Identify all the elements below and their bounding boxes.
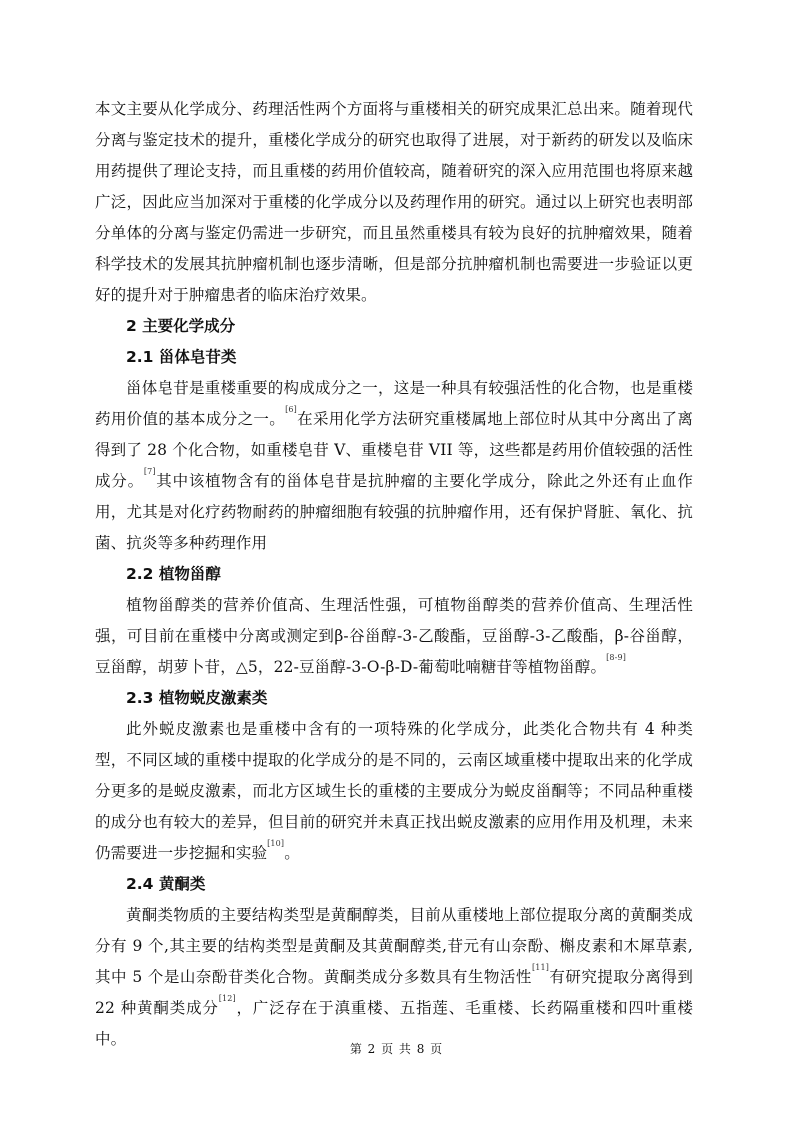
paragraph-text: 其中该植物含有的甾体皂苷是抗肿瘤的主要化学成分，除此之外还有止血作用，尤其是对化疗药物耐药的肿瘤细胞有较强的抗肿瘤作用，还有保护肾脏、氧化、抗菌、抗炎等多种药理作用 (95, 472, 694, 552)
intro-paragraph (95, 94, 693, 311)
citation-ref: [10] (267, 839, 285, 848)
citation-ref: [11] (531, 963, 549, 972)
paragraph-text: 。 (284, 844, 300, 862)
paragraph-2-2 (95, 590, 693, 683)
paragraph-text: 甾体皂苷是重楼重要的构成成分之一，这是一种具有较强活性的化合物，也是重楼药用价值的基本成分之一。 (95, 379, 693, 428)
section-heading-2-2: 2.2 植物甾醇 (126, 565, 221, 583)
section-heading-2-3: 2.3 植物蜕皮激素类 (126, 689, 268, 707)
section-heading-2-1: 2.1 甾体皂苷类 (126, 348, 237, 366)
paragraph-text: 此外蜕皮激素也是重楼中含有的一项特殊的化学成分，此类化合物共有 4 种类型，不同区域的重楼中提取的化学成分的是不同的，云南区域重楼中提取出来的化学成分更多的是蜕皮激素，而北方区域生长的重楼的主要成分为蜕皮甾酮等；不同品种重楼的成分也有较大的差异，但目前的研究并未真正找出蜕皮激素的应用作用及机理，未来仍需要进一步挖掘和实验 (95, 720, 693, 862)
page-body (95, 94, 693, 1055)
paragraph-text: 黄酮类物质的主要结构类型是黄酮醇类，目前从重楼地上部位提取分离的黄酮类成分有 9 个,其主要的结构类型是黄酮及其黄酮醇类,苷元有山奈酚、槲皮素和木犀草素,其中 5 个是山奈酚苷类化合物。黄酮类成分多数具有生物活性 (95, 906, 693, 986)
paragraph-text: 有研究提取分离得到 22 种黄酮类成分 (95, 968, 693, 1017)
paragraph-2-4 (95, 900, 693, 1055)
paragraph-text: ，广泛存在于滇重楼、五指莲、毛重楼、长药隔重楼和四叶重楼中。 (95, 999, 693, 1048)
citation-ref: [7] (143, 467, 156, 476)
paragraph-text: 植物甾醇类的营养价值高、生理活性强，可植物甾醇类的营养价值高、生理活性强，可目前在重楼中分离或测定到β-谷甾醇-3-乙酸酯，豆甾醇-3-乙酸酯，β-谷甾醇，豆甾醇，胡萝卜苷，△5，22-豆甾醇-3-O-β-D-葡萄吡喃糖苷等植物甾醇。 (95, 596, 693, 676)
section-heading-2-4: 2.4 黄酮类 (126, 875, 206, 893)
intro-text: 本文主要从化学成分、药理活性两个方面将与重楼相关的研究成果汇总出来。随着现代分离与鉴定技术的提升，重楼化学成分的研究也取得了进展，对于新药的研发以及临床用药提供了理论支持，而且重楼的药用价值较高，随着研究的深入应用范围也将原来越广泛，因此应当加深对于重楼的化学成分以及药理作用的研究。通过以上研究也表明部分单体的分离与鉴定仍需进一步研究，而且虽然重楼具有较为良好的抗肿瘤效果，随着科学技术的发展其抗肿瘤机制也逐步清晰，但是部分抗肿瘤机制也需要进一步验证以更好的提升对于肿瘤患者的临床治疗效果。 (95, 100, 693, 304)
paragraph-2-3 (95, 714, 693, 869)
paragraph-2-1 (95, 373, 693, 559)
paragraph-text: 在采用化学方法研究重楼属地上部位时从其中分离出了离得到了 28 个化合物，如重楼皂苷 V、重楼皂苷 VII 等，这些都是药用价值较强的活性成分。 (95, 410, 693, 490)
citation-ref: [12] (218, 994, 236, 1003)
citation-ref: [6] (285, 405, 297, 414)
page-number-footer: 第 2 页 共 8 页 (349, 1042, 444, 1056)
section-heading-2: 2 主要化学成分 (126, 317, 236, 335)
citation-ref: [8-9] (606, 653, 626, 662)
